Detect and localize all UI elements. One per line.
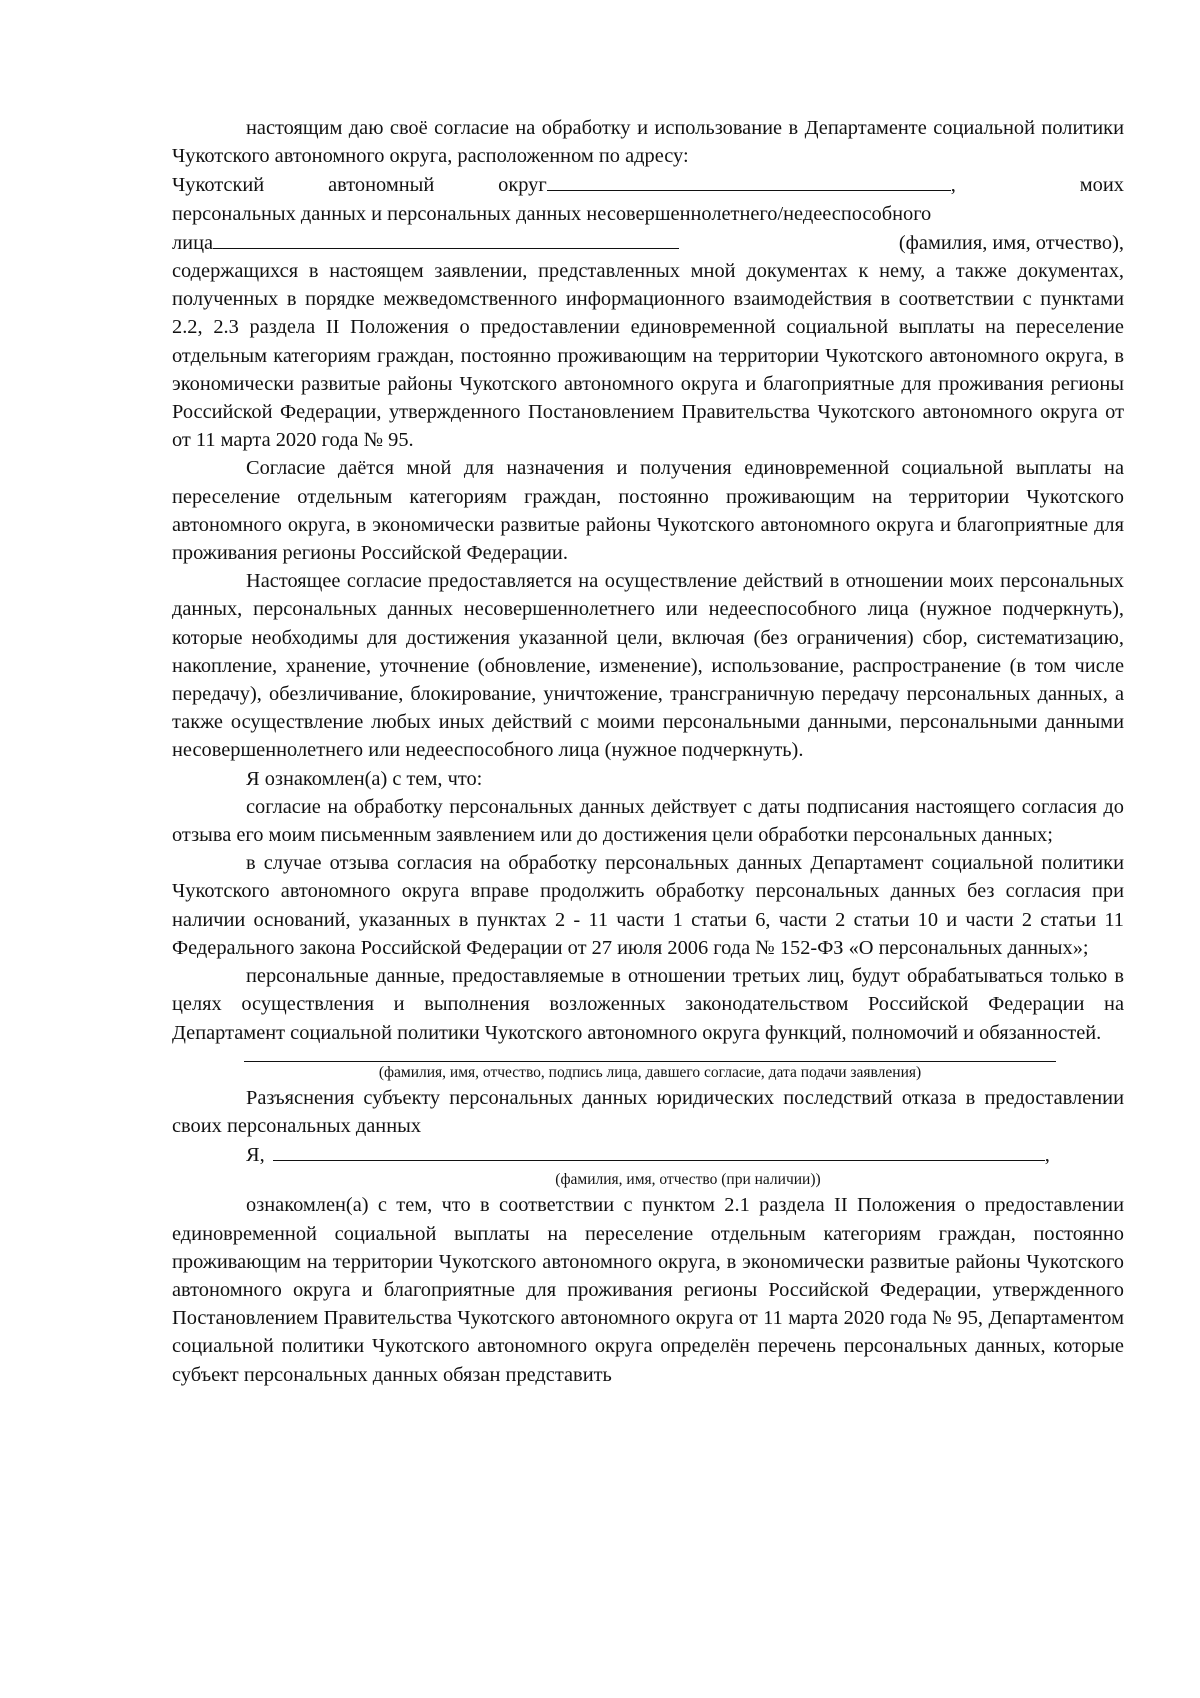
purpose-paragraph: Согласие даётся мной для назначения и получения единовременной социальной выплаты на переселение отдельным категориям граждан, постоянно проживающим на территории Чукотского автономного округа, в экономически развитые районы Чукотского автономного округа и благоприятные для проживания регионы Российской Федерации. <box>172 457 1124 565</box>
address-blank-field[interactable] <box>547 170 951 191</box>
explanation-heading: Разъяснения субъекту персональных данных юридических последствий отказа в предоставлении своих персональных данных <box>172 1086 1124 1137</box>
signature-caption: (фамилия, имя, отчество, подпись лица, давшего согласие, дата подачи заявления) <box>378 1063 922 1081</box>
applicant-name-blank-field[interactable] <box>273 1140 1045 1161</box>
address-word-moih: моих <box>1079 174 1124 197</box>
consent-document <box>172 114 1124 1389</box>
aware-paragraph: Я ознакомлен(а) с тем, что: <box>246 767 483 790</box>
address-comma: , <box>950 174 956 197</box>
intro-line-1: настоящим даю своё согласие на обработку и использование в Департаменте социальной политики Чукотского автономного округа, расположенном по адресу: <box>172 117 1124 168</box>
lica-label: лица <box>172 231 214 254</box>
minor-name-blank-field[interactable] <box>213 228 679 249</box>
validity-paragraph: согласие на обработку персональных данных действует с даты подписания настоящего согласия до отзыва его моим письменным заявлением или до достижения цели обработки персональных данных; <box>172 795 1124 847</box>
third-party-paragraph: персональные данные, предоставляемые в отношении третьих лиц, будут обрабатываться только в целях осуществления и выполнения возложенных законодательством Российской Федерации на Департамент социальной политики Чукотского автономного округа функций, полномочий и обязанностей. <box>172 965 1124 1044</box>
address-word-okrug: округ <box>498 174 547 197</box>
address-word-chukotsky: Чукотский <box>172 174 265 197</box>
revoke-paragraph: в случае отзыва согласия на обработку персональных данных Департамент социальной политики Чукотского автономного округа вправе продолжить обработку персональных данных без согласия при наличии оснований, указанных в пунктах 2 - 11 части 1 статьи 6, части 2 статьи 10 и части 2 статьи 11 Федерального закона Российской Федерации от 27 июля 2006 года № 152-ФЗ «О персональных данных»; <box>172 852 1124 959</box>
minor-name-row <box>172 228 1124 257</box>
ya-label: Я, <box>246 1144 265 1167</box>
address-row <box>172 170 1124 199</box>
actions-paragraph: Настоящее согласие предоставляется на осуществление действий в отношении моих персональных данных, персональных данных несовершеннолетнего или недееспособного лица (нужное подчеркнуть), которые необходимы для достижения указанной цели, включая (без ограничения) сбор, систематизацию, накопление, хранение, уточнение (обновление, изменение), использование, распространение (в том числе передачу), обезличивание, блокирование, уничтожение, трансграничную передачу персональных данных, а также осуществление любых иных действий с моими персональными данными, персональными данными несовершеннолетнего или недееспособного лица (нужное подчеркнуть). <box>172 570 1124 762</box>
intro-rest: содержащихся в настоящем заявлении, представленных мной документах к нему, а также документах, полученных в порядке межведомственного информационного взаимодействия в соответствии с пунктами 2.2, 2.3 раздела II Положения о предоставлении единовременной социальной выплаты на переселение отдельным категориям граждан, постоянно проживающим на территории Чукотского автономного округа, в экономически развитые районы Чукотского автономного округа и благоприятные для проживания регионы Российской Федерации, утвержденного Постановлением Правительства Чукотского автономного округа от от 11 марта 2020 года № 95. <box>172 260 1124 452</box>
intro-line-4: персональных данных и персональных данных несовершеннолетнего/недееспособного <box>172 202 932 225</box>
fio-hint: (фамилия, имя, отчество), <box>898 231 1124 254</box>
address-word-avtonomny: автономный <box>328 174 435 197</box>
ya-comma: , <box>1044 1144 1050 1167</box>
fio-caption: (фамилия, имя, отчество (при наличии)) <box>555 1171 821 1189</box>
ya-row <box>172 1140 1124 1169</box>
explanation-body: ознакомлен(а) с тем, что в соответствии с пунктом 2.1 раздела II Положения о предоставлении единовременной социальной выплаты на переселение отдельным категориям граждан, постоянно проживающим на территории Чукотского автономного округа, в экономически развитые районы Чукотского автономного округа и благоприятные для проживания регионы Российской Федерации, утвержденного Постановлением Правительства Чукотского автономного округа от 11 марта 2020 года № 95, Департаментом социальной политики Чукотского автономного округа определён перечень персональных данных, которые субъект персональных данных обязан представить <box>172 1194 1124 1386</box>
